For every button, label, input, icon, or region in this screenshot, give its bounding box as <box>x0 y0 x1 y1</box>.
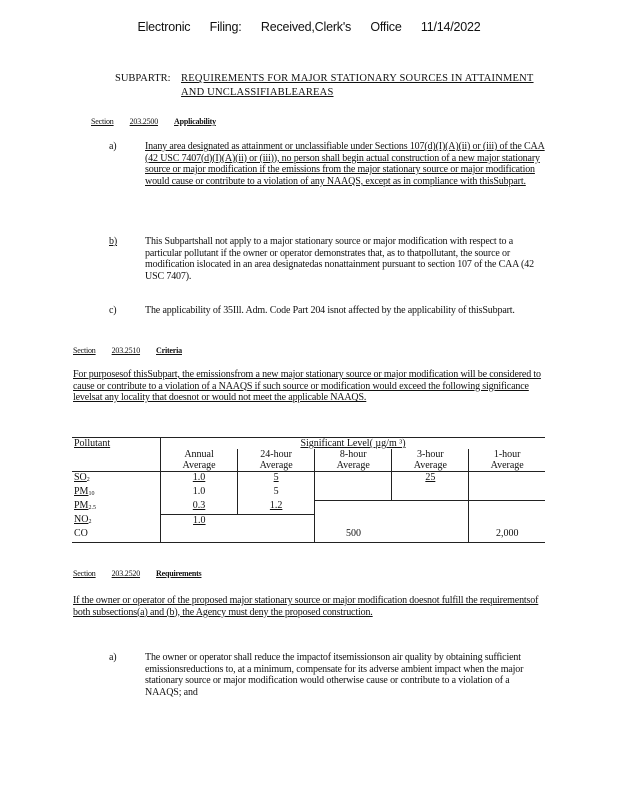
section-heading-criteria <box>73 346 216 355</box>
item-text: The applicability of 35Ill. Adm. Code Part 204 isnot affected by the applicability of thisSubpart. <box>145 305 515 316</box>
header-electronic: Electronic <box>137 20 191 34</box>
subpart-label: SUBPARTR: <box>115 73 171 84</box>
requirements-intro <box>73 595 545 618</box>
header-filing: Filing: <box>209 20 242 34</box>
item-text: Inany area designated as attainment or unclassifiable under Sections 107(d)(I)(A)(ii) or (iii) of the CAA (42 USC 7407(d)(I)(A)(ii) or (iii)), no person shall begin actual construction of a new major stationary source or major modification if the emissions from the major stationary source or major modification would cause or contribute to a violation of any NAAQS, except as in compliance with thisSubpart. <box>145 141 545 187</box>
header-office: Office <box>370 20 402 34</box>
item-tag: a) <box>109 652 117 663</box>
item-tag: b) <box>109 236 118 247</box>
item-tag: c) <box>109 305 117 316</box>
requirements-item-a <box>109 652 545 698</box>
table-row: PM2.5 0.3 1.2 <box>72 500 545 514</box>
significance-level-table <box>72 437 545 543</box>
table-row: CO 500 2,000 <box>72 528 545 543</box>
section-title: Requirements <box>156 569 202 578</box>
filing-header <box>0 20 618 34</box>
applicability-item-c <box>109 305 545 317</box>
section-word: Section <box>73 346 96 355</box>
significant-level-header: Significant Level( µg/m ³) <box>161 438 546 450</box>
col-1hour-header: 1-hour Average <box>469 449 545 472</box>
section-number: 203.2510 <box>111 346 141 355</box>
section-number: 203.2500 <box>129 117 159 126</box>
col-24hour-header: 24-hour Average <box>238 449 315 472</box>
section-title: Criteria <box>156 346 182 355</box>
section-word: Section <box>91 117 114 126</box>
applicability-item-a <box>109 141 545 187</box>
criteria-paragraph <box>73 369 545 404</box>
table-row: SO2 1.0 5 25 <box>72 472 545 487</box>
col-annual-header: Annual Average <box>161 449 238 472</box>
item-text: The owner or operator shall reduce the impactof itsemissionson air quality by obtaining sufficient emissionsreductions to, at a minimum, compensate for its adverse ambient impact when the major stationary source or major modification would otherwise cause or contribute to a violation of a NAAQS; and <box>145 652 524 698</box>
header-date: 11/14/2022 <box>420 20 481 34</box>
criteria-text: For purposesof thisSubpart, the emissionsfrom a new major stationary source or major modification will be considered to cause or contribute to a violation of a NAAQS if such source or modification would exceed the following significance levelsat any locality that doesnot or would not meet the applicable NAAQS. <box>73 369 541 404</box>
applicability-item-b <box>109 236 545 282</box>
subpart-heading <box>115 72 545 100</box>
table-row: PM10 1.0 5 <box>72 486 545 500</box>
section-heading-applicability <box>91 117 234 126</box>
section-number: 203.2520 <box>111 569 141 578</box>
item-text: This Subpartshall not apply to a major stationary source or major modification with respect to a particular pollutant if the owner or operator demonstrates that, as to thatpollutant, the source or modification islocated in an area designatedas nonattainment pursuant to section 107 of the CAA (42 USC 7407). <box>145 236 534 282</box>
item-tag: a) <box>109 141 117 152</box>
section-title: Applicability <box>174 117 216 126</box>
pollutant-header: Pollutant <box>72 438 161 450</box>
header-received: Received,Clerk's <box>260 20 352 34</box>
section-heading-requirements <box>73 569 216 578</box>
requirements-intro-text: If the owner or operator of the proposed major stationary source or major modification doesnot fulfill the requirementsof both subsections(a) and (b), the Agency must deny the proposed construction. <box>73 595 539 618</box>
col-3hour-header: 3-hour Average <box>392 449 469 472</box>
table-row: NO2 1.0 <box>72 514 545 528</box>
section-word: Section <box>73 569 96 578</box>
col-8hour-header: 8-hour Average <box>315 449 392 472</box>
subpart-title: REQUIREMENTS FOR MAJOR STATIONARY SOURCES IN ATTAINMENT AND UNCLASSIFIABLEAREAS <box>181 73 534 98</box>
